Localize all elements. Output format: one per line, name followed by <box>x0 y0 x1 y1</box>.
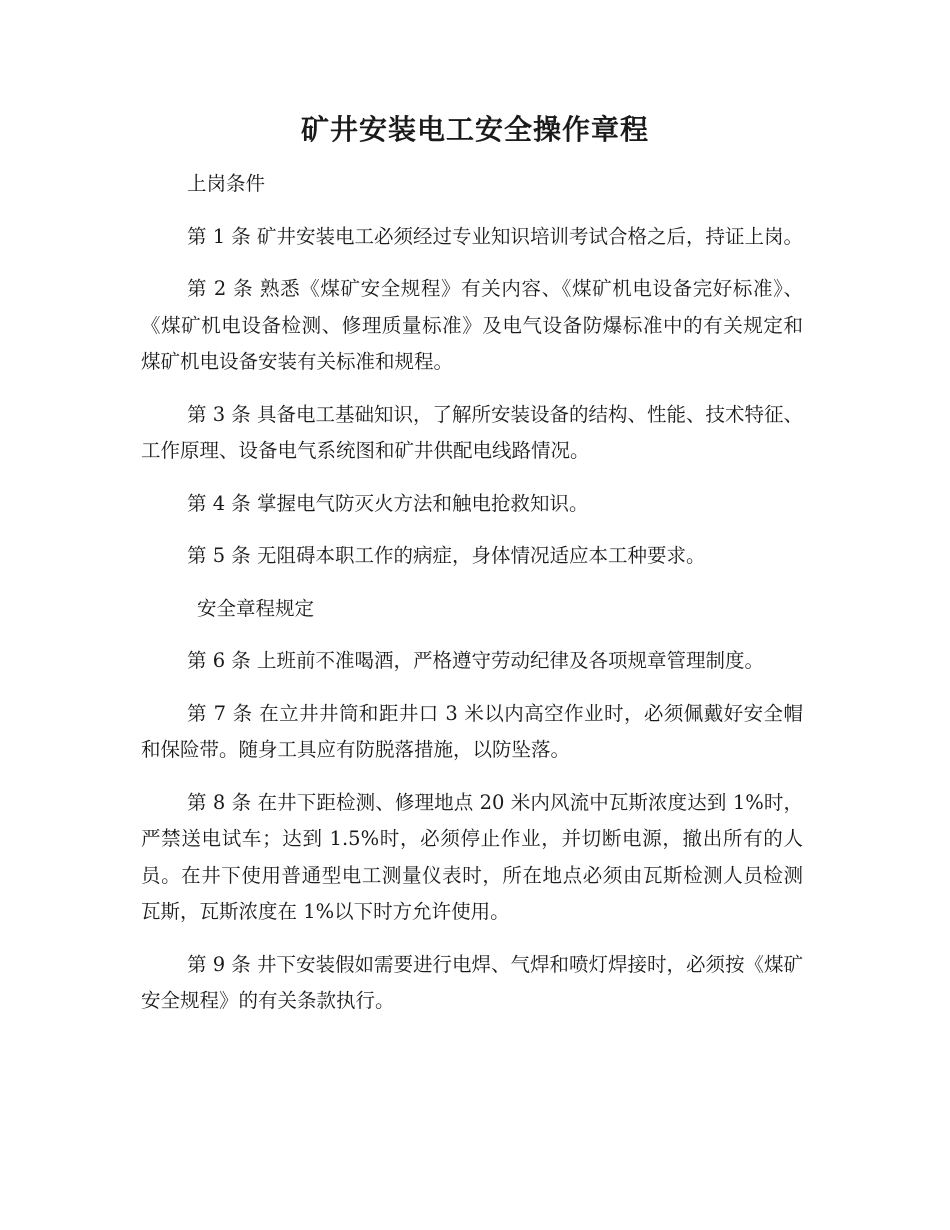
document-title: 矿井安装电工安全操作章程 <box>300 113 649 146</box>
section-heading-qualifications: 上岗条件 <box>187 172 266 195</box>
section-heading-safety-rules: 安全章程规定 <box>197 596 315 620</box>
article-8: 第 8 条 在井下距检测、修理地点 20 米内风流中瓦斯浓度达到 1%时，严禁送电试车；达到 1.5%时，必须停止作业，并切断电源，撤出所有的人员。在井下使用普通型电工测量仪表时，所在地点必须由瓦斯检测人员检测瓦斯，瓦斯浓度在 1%以下时方允许使用。 <box>141 790 803 923</box>
article-3: 第 3 条 具备电工基础知识，了解所安装设备的结构、性能、技术特征、工作原理、设备电气系统图和矿井供配电线路情况。 <box>141 402 804 462</box>
article-5: 第 5 条 无阻碍本职工作的病症，身体情况适应本工种要求。 <box>187 544 706 567</box>
article-7: 第 7 条 在立井井筒和距井口 3 米以内高空作业时，必须佩戴好安全帽和保险带。随身工具应有防脱落措施，以防坠落。 <box>141 701 803 761</box>
article-6: 第 6 条 上班前不准喝酒，严格遵守劳动纪律及各项规章管理制度。 <box>187 649 765 672</box>
article-9: 第 9 条 井下安装假如需要进行电焊、气焊和喷灯焊接时，必须按《煤矿安全规程》的有关条款执行。 <box>141 952 804 1012</box>
article-4: 第 4 条 掌握电气防灭火方法和触电抢救知识。 <box>187 491 589 515</box>
document-body <box>141 166 803 1036</box>
article-1: 第 1 条 矿井安装电工必须经过专业知识培训考试合格之后，持证上岗。 <box>187 224 804 248</box>
article-2: 第 2 条 熟悉《煤矿安全规程》有关内容、《煤矿机电设备完好标准》、《煤矿机电设备检测、修理质量标准》及电气设备防爆标准中的有关规定和煤矿机电设备安装有关标准和规程。 <box>141 277 803 373</box>
